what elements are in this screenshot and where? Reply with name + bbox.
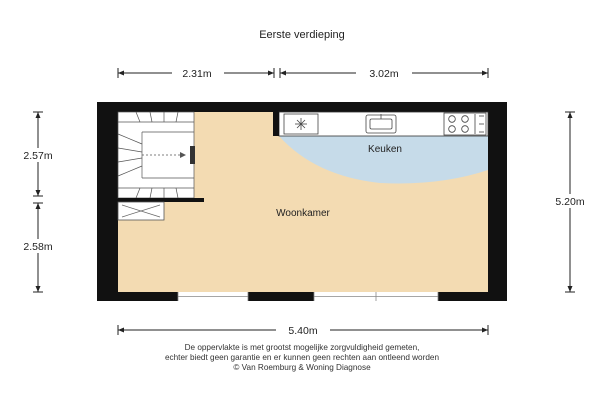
kitchen-counter	[279, 112, 488, 136]
dimension-label-top-left: 2.31m	[182, 68, 212, 80]
wall-pillar	[273, 112, 279, 136]
dimension-label-left-upper: 2.57m	[23, 150, 53, 162]
window-left	[178, 292, 248, 301]
dimension-label-left-lower: 2.58m	[23, 241, 53, 253]
plan-title: Eerste verdieping	[259, 29, 345, 41]
dimension-label-bottom: 5.40m	[288, 325, 318, 337]
stair-wall	[118, 198, 204, 202]
dimension-label-top-right: 3.02m	[369, 68, 399, 80]
room-label-kitchen: Keuken	[368, 144, 402, 155]
room-label-living: Woonkamer	[276, 208, 330, 219]
disclaimer-line-1: De oppervlakte is met grootst mogelijke zorgvuldigheid gemeten,	[184, 343, 420, 352]
disclaimer-line-3: © Van Roemburg & Woning Diagnose	[233, 363, 371, 372]
disclaimer-line-2: echter biedt geen garantie en er kunnen geen rechten aan ontleend worden	[164, 353, 440, 362]
staircase	[118, 112, 195, 198]
dimension-label-right: 5.20m	[555, 196, 585, 208]
storage-closet	[118, 202, 164, 220]
window-right	[314, 292, 438, 301]
